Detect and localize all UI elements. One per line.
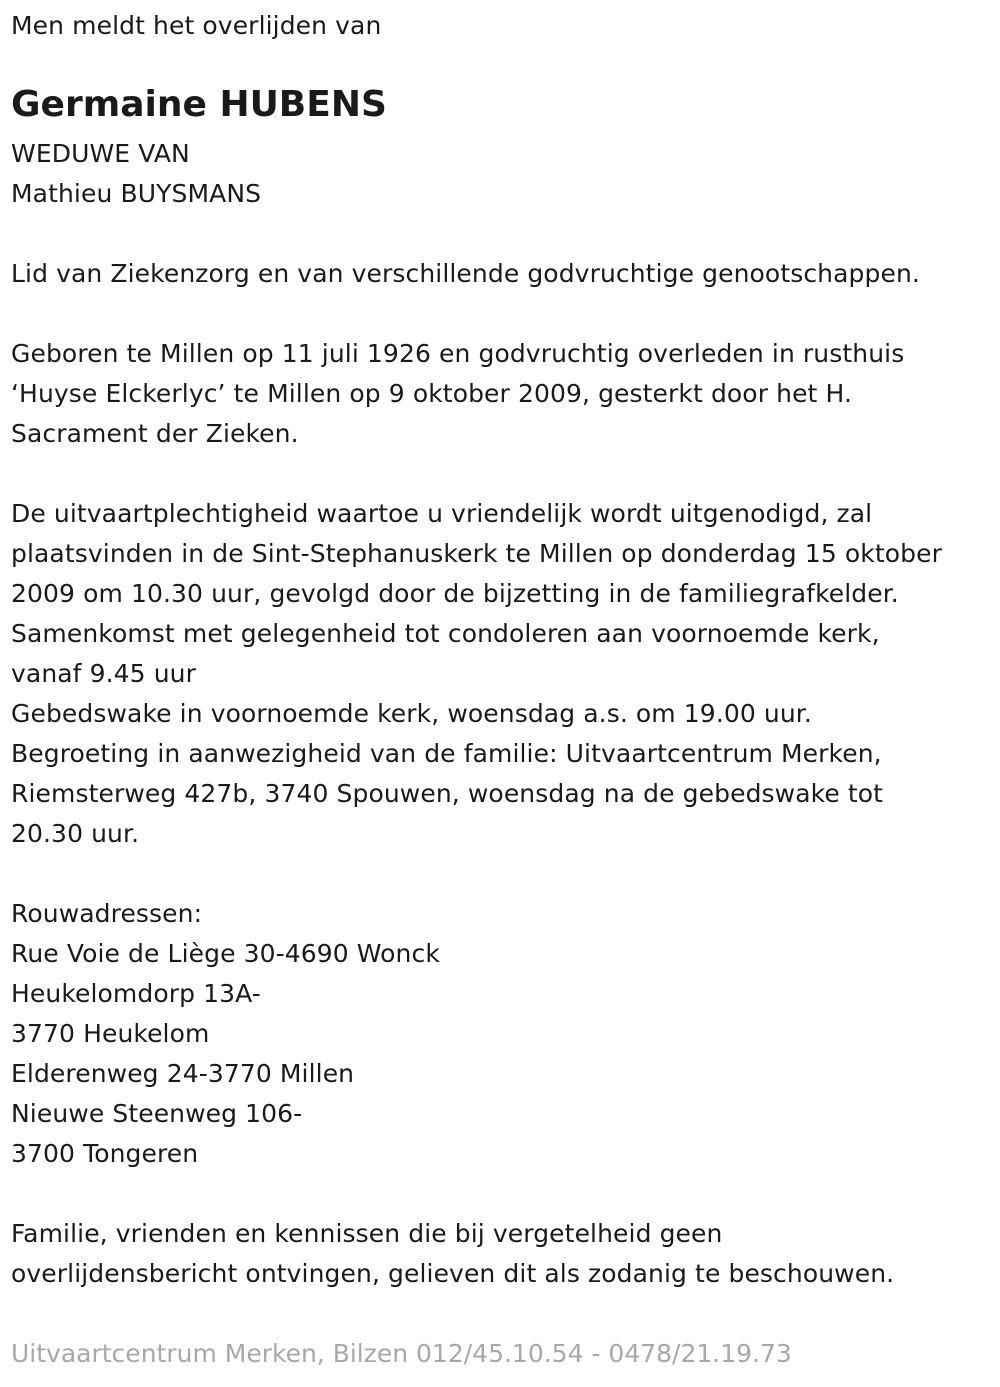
membership-section: [11, 254, 920, 294]
paragraph-line: plaatsvinden in de Sint-Stephanuskerk te Millen op donderdag 15 oktober: [11, 539, 942, 568]
funeral-section: [11, 494, 942, 854]
paragraph-line: vanaf 9.45 uur: [11, 659, 197, 688]
address-line: 3700 Tongeren: [11, 1139, 199, 1168]
addresses-heading: Rouwadressen:: [11, 899, 203, 928]
family-notice-section: [11, 1214, 894, 1294]
paragraph-line: 20.30 uur.: [11, 819, 140, 848]
paragraph-line: ‘Huyse Elckerlyc’ te Millen op 9 oktober 2009, gesterkt door het H.: [11, 379, 853, 408]
widow-section: [11, 134, 261, 214]
paragraph-line: Familie, vrienden en kennissen die bij vergetelheid geen: [11, 1219, 723, 1248]
deceased-name: Germaine HUBENS: [11, 84, 387, 125]
paragraph-line: overlijdensbericht ontvingen, gelieven dit als zodanig te beschouwen.: [11, 1259, 895, 1288]
address-line: 3770 Heukelom: [11, 1019, 210, 1048]
addresses-section: [11, 894, 440, 1174]
birth-death-section: [11, 334, 904, 454]
paragraph-line: Begroeting in aanwezigheid van de familie: Uitvaartcentrum Merken,: [11, 739, 882, 768]
intro-text: Men meldt het overlijden van: [11, 11, 382, 40]
spouse-name: Mathieu BUYSMANS: [11, 179, 262, 208]
membership-text: Lid van Ziekenzorg en van verschillende godvruchtige genootschappen.: [11, 259, 920, 288]
paragraph-line: De uitvaartplechtigheid waartoe u vriendelijk wordt uitgenodigd, zal: [11, 499, 873, 528]
paragraph-line: Gebedswake in voornoemde kerk, woensdag a.s. om 19.00 uur.: [11, 699, 812, 728]
funeral-home-footer: Uitvaartcentrum Merken, Bilzen 012/45.10.54 - 0478/21.19.73: [11, 1339, 792, 1368]
paragraph-line: Samenkomst met gelegenheid tot condoleren aan voornoemde kerk,: [11, 619, 880, 648]
address-line: Heukelomdorp 13A-: [11, 979, 261, 1008]
paragraph-line: Sacrament der Zieken.: [11, 419, 299, 448]
paragraph-line: Riemsterweg 427b, 3740 Spouwen, woensdag na de gebedswake tot: [11, 779, 884, 808]
paragraph-line: 2009 om 10.30 uur, gevolgd door de bijzetting in de familiegrafkelder.: [11, 579, 899, 608]
address-line: Rue Voie de Liège 30-4690 Wonck: [11, 939, 440, 968]
address-line: Nieuwe Steenweg 106-: [11, 1099, 303, 1128]
address-line: Elderenweg 24-3770 Millen: [11, 1059, 355, 1088]
paragraph-line: Geboren te Millen op 11 juli 1926 en godvruchtig overleden in rusthuis: [11, 339, 905, 368]
widow-label: WEDUWE VAN: [11, 139, 190, 168]
